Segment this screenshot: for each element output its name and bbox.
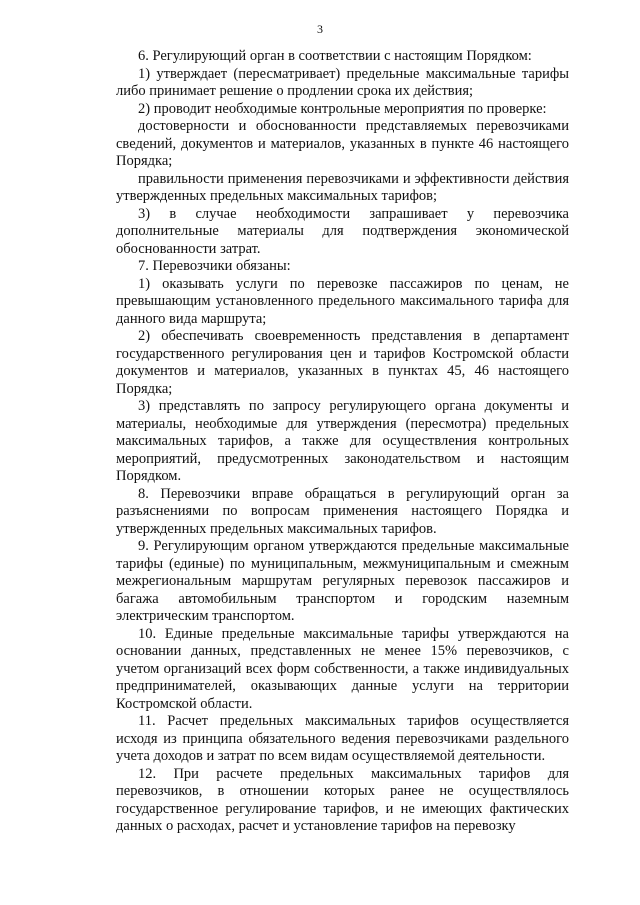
paragraph-6-item-3: 3) в случае необходимости запрашивает у перевозчика дополнительные материалы для подтверждения экономической обоснованности затрат. — [116, 205, 569, 257]
paragraph-12: 12. При расчете предельных максимальных тарифов для перевозчиков, в отношении которых ранее не осуществлялось государственное регулирование тарифов, и не имеющих фактических данных о расходах, расчет и установление тарифов на перевозку — [116, 765, 569, 834]
paragraph-6-item-1: 1) утверждает (пересматривает) предельные максимальные тарифы либо принимает решение о продлении срока их действия; — [116, 65, 569, 99]
paragraph-6-item-2-reliability: достоверности и обоснованности представляемых перевозчиками сведений, документов и материалов, указанных в пункте 46 настоящего Порядка; — [116, 118, 569, 169]
document-body — [116, 48, 569, 836]
paragraph-7: 7. Перевозчики обязаны: — [138, 258, 291, 274]
paragraph-9: 9. Регулирующим органом утверждаются предельные максимальные тарифы (единые) по муниципальным, межмуниципальным и смежным межрегиональным маршрутам регулярных перевозок пассажиров и багажа автомобильным транспортом и городским наземным электрическим транспортом. — [116, 538, 569, 624]
paragraph-10: 10. Единые предельные максимальные тарифы утверждаются на основании данных, представленных не менее 15% перевозчиков, с учетом организаций всех форм собственности, а также индивидуальных предпринимателей, оказывающих данные услуги на территории Костромской области. — [116, 625, 569, 712]
paragraph-7-item-3: 3) представлять по запросу регулирующего органа документы и материалы, необходимые для утверждения (пересмотра) предельных максимальных тарифов, а также для осуществления контрольных мероприятий, предусмотренных законодательством и настоящим Порядком. — [116, 398, 569, 484]
paragraph-7-item-1: 1) оказывать услуги по перевозке пассажиров по ценам, не превышающим установленного предельного максимального тарифа для данного вида маршрута; — [116, 275, 569, 327]
paragraph-6: 6. Регулирующий орган в соответствии с настоящим Порядком: — [138, 48, 532, 64]
paragraph-8: 8. Перевозчики вправе обращаться в регулирующий орган за разъяснениями по вопросам применения настоящего Порядка и утвержденных предельных максимальных тарифов. — [116, 485, 569, 537]
paragraph-6-item-2: 2) проводит необходимые контрольные мероприятия по проверке: — [138, 100, 547, 117]
paragraph-7-item-2: 2) обеспечивать своевременность представления в департамент государственного регулирования цен и тарифов Костромской области документов и материалов, указанных в пунктах 45, 46 настоящего Порядка; — [116, 328, 569, 397]
page-number: 3 — [317, 22, 323, 36]
paragraph-6-item-2-correctness: правильности применения перевозчиками и эффективности действия утвержденных предельных максимальных тарифов; — [116, 170, 569, 204]
paragraph-11: 11. Расчет предельных максимальных тарифов осуществляется исходя из принципа обязательного ведения перевозчиками раздельного учета доходов и затрат по всем видам осуществляемой деятельности. — [116, 713, 569, 764]
